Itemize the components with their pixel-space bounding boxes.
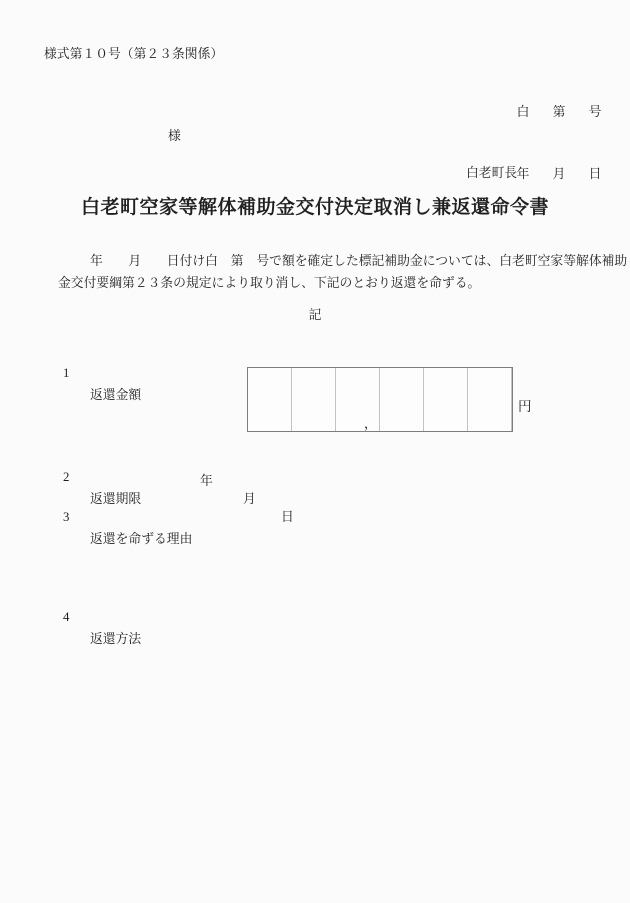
item-3-label: 返還を命ずる理由 [90,532,193,546]
recipient-honorific: 様 [168,129,181,143]
list-item-2 [0,452,630,524]
amount-digit-cell [292,368,336,431]
sender-title: 白老町長 [466,166,518,180]
document-title: 白老町空家等解体補助金交付決定取消し兼返還命令書 [80,197,549,218]
date-month-label: 月 [552,167,566,181]
amount-digit-cell [424,368,468,431]
deadline-month-label: 月 [243,492,256,506]
section-marker-ki: 記 [308,308,322,322]
amount-digit-cell [248,368,292,431]
return-deadline-date-blanks [200,452,320,524]
list-item-4 [0,592,630,646]
yen-unit-label: 円 [518,399,532,414]
body-paragraph-line-2: 金交付要綱第２３条の規定により取り消し、下記のとおり返還を命ずる。 [58,276,481,290]
list-item-3 [0,492,630,546]
item-4-label: 返還方法 [90,632,142,646]
item-3-number: 3 [63,510,70,524]
item-1-label: 返還金額 [90,388,142,402]
list-item-1 [0,348,630,402]
doc-number-dai: 第 [552,105,566,119]
date-day-label: 日 [588,167,602,181]
item-1-number: 1 [63,366,70,380]
deadline-year-label: 年 [200,474,213,488]
body-paragraph-line-1: 年 月 日付け白 第 号で額を確定した標記補助金については、白老町空家等解体補助 [90,254,628,268]
item-2-label: 返還期限 [90,492,142,506]
doc-number-go: 号 [588,105,602,119]
date-year-label: 年 [516,167,530,181]
amount-table [247,367,513,432]
doc-number-row [505,101,625,120]
thousands-separator: ， [364,416,378,431]
item-4-number: 4 [63,610,70,624]
amount-digit-cell [380,368,424,431]
item-2-number: 2 [63,470,70,484]
deadline-day-label: 日 [281,510,294,524]
amount-digit-cell [468,368,512,431]
form-number: 様式第１０号（第２３条関係） [44,47,224,61]
doc-date-row [505,163,625,182]
doc-number-prefix: 白 [516,105,530,119]
